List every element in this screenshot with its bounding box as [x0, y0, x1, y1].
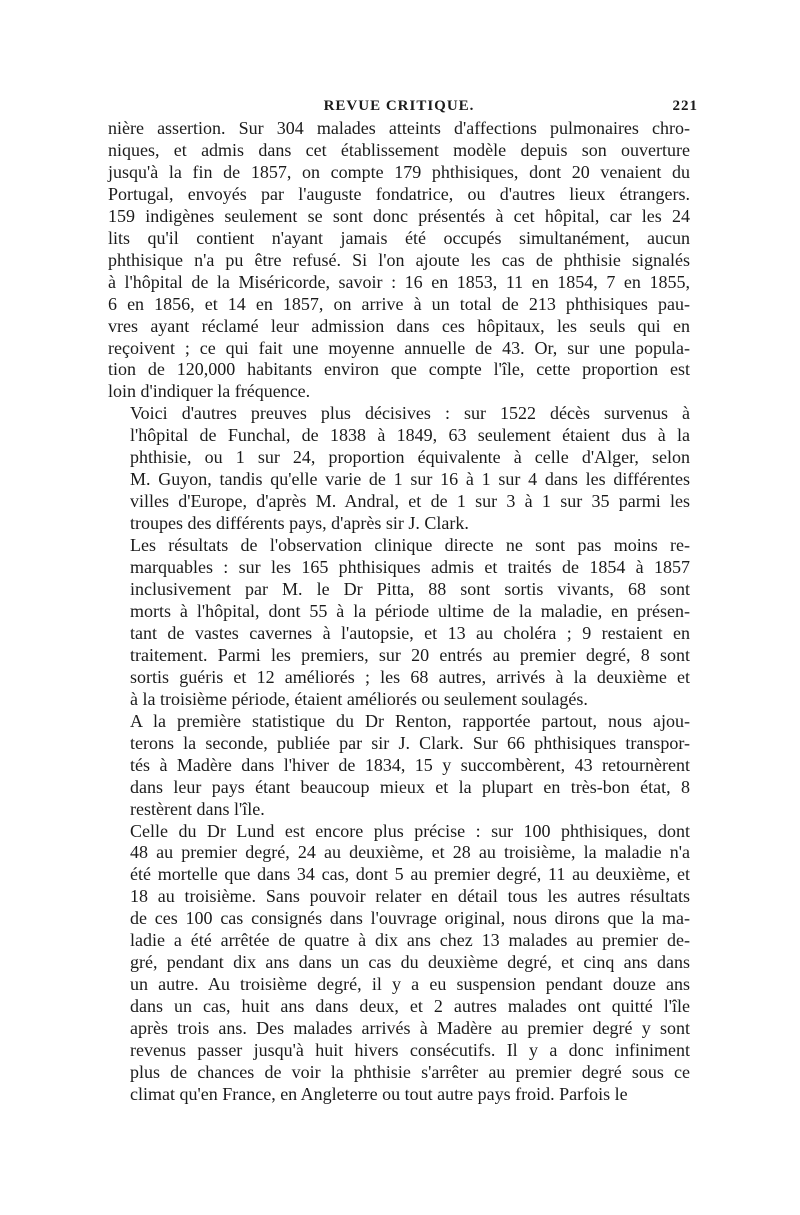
text-line: troupes des différents pays, d'après sir J. Clark. — [130, 513, 469, 534]
paragraph — [108, 711, 690, 821]
text-line: niques, et admis dans cet établissement modèle depuis son ouverture — [108, 139, 690, 160]
text-line: phthisique n'a pu être refusé. Si l'on ajoute les cas de phthisie signalés — [108, 249, 690, 270]
text-line: M. Guyon, tandis qu'elle varie de 1 sur 16 à 1 sur 4 dans les différentes — [130, 469, 690, 490]
text-line: reçoivent ; ce qui fait une moyenne annuelle de 43. Or, sur une popula- — [108, 337, 690, 358]
text-line: l'hôpital de Funchal, de 1838 à 1849, 63 seulement étaient dus à la — [130, 425, 690, 446]
text-line: tant de vastes cavernes à l'autopsie, et 13 au choléra ; 9 restaient en — [130, 622, 690, 643]
text-line: 159 indigènes seulement se sont donc présentés à cet hôpital, car les 24 — [108, 205, 690, 226]
text-line: ladie a été arrêtée de quatre à dix ans chez 13 malades au premier de- — [130, 930, 690, 951]
text-line: marquables : sur les 165 phthisiques admis et traités de 1854 à 1857 — [130, 557, 690, 578]
text-line: morts à l'hôpital, dont 55 à la période ultime de la maladie, en présen- — [130, 600, 690, 621]
text-line: dans un cas, huit ans dans deux, et 2 autres malades ont quitté l'île — [130, 996, 690, 1017]
text-line: tion de 120,000 habitants environ que compte l'île, cette proportion est — [108, 359, 690, 380]
text-line: gré, pendant dix ans dans un cas du deuxième degré, et cinq ans dans — [130, 952, 690, 973]
text-line: climat qu'en France, en Angleterre ou tout autre pays froid. Parfois le — [130, 1083, 628, 1104]
text-line: revenus passer jusqu'à huit hivers consécutifs. Il y a donc infiniment — [130, 1040, 690, 1061]
text-line: à la troisième période, étaient améliorés ou seulement soulagés. — [130, 688, 588, 709]
body-text — [108, 118, 690, 1106]
text-line: plus de chances de voir la phthisie s'arrêter au premier degré sous ce — [130, 1061, 690, 1082]
paragraph — [108, 118, 690, 403]
text-line: loin d'indiquer la fréquence. — [108, 381, 311, 402]
text-line: de ces 100 cas consignés dans l'ouvrage original, nous dirons que la ma- — [130, 908, 690, 929]
text-line: été mortelle que dans 34 cas, dont 5 au premier degré, 11 au deuxième, et — [130, 864, 690, 885]
text-line: 6 en 1856, et 14 en 1857, on arrive à un total de 213 phthisiques pau- — [108, 293, 690, 314]
text-line: nière assertion. Sur 304 malades atteints d'affections pulmonaires chro- — [108, 118, 690, 138]
text-line: inclusivement par M. le Dr Pitta, 88 sont sortis vivants, 68 sont — [130, 579, 690, 600]
text-line: Les résultats de l'observation clinique directe ne sont pas moins re- — [130, 535, 690, 556]
text-line: Portugal, envoyés par l'auguste fondatrice, ou d'autres lieux étrangers. — [108, 183, 690, 204]
text-line: Voici d'autres preuves plus décisives : sur 1522 décès survenus à — [130, 403, 690, 424]
text-line: lits qu'il contient n'ayant jamais été occupés simultanément, aucun — [108, 227, 690, 248]
text-line: 18 au troisième. Sans pouvoir relater en détail tous les autres résultats — [130, 886, 690, 907]
book-page — [108, 92, 698, 1106]
text-line: jusqu'à la fin de 1857, on compte 179 phthisiques, dont 20 venaient du — [108, 161, 690, 182]
paragraph — [108, 821, 690, 1106]
text-line: vres ayant réclamé leur admission dans ces hôpitaux, les seuls qui en — [108, 315, 690, 336]
running-header — [108, 92, 698, 118]
text-line: dans leur pays étant beaucoup mieux et la plupart en très-bon état, 8 — [130, 776, 690, 797]
text-line: un autre. Au troisième degré, il y a eu suspension pendant douze ans — [130, 974, 690, 995]
running-title: REVUE CRITIQUE. — [323, 98, 475, 114]
text-line: villes d'Europe, d'après M. Andral, et de 1 sur 3 à 1 sur 35 parmi les — [130, 491, 690, 512]
text-line: phthisie, ou 1 sur 24, proportion équivalente à celle d'Alger, selon — [130, 447, 690, 468]
text-line: après trois ans. Des malades arrivés à Madère au premier degré y sont — [130, 1018, 690, 1039]
text-line: A la première statistique du Dr Renton, rapportée partout, nous ajou- — [130, 710, 690, 731]
text-line: sortis guéris et 12 améliorés ; les 68 autres, arrivés à la deuxième et — [130, 666, 690, 687]
paragraph — [108, 403, 690, 535]
page-number: 221 — [672, 98, 698, 114]
text-line: restèrent dans l'île. — [130, 798, 265, 819]
text-line: à l'hôpital de la Miséricorde, savoir : 16 en 1853, 11 en 1854, 7 en 1855, — [108, 271, 690, 292]
text-line: tés à Madère dans l'hiver de 1834, 15 y succombèrent, 43 retournèrent — [130, 754, 690, 775]
text-line: Celle du Dr Lund est encore plus précise : sur 100 phthisiques, dont — [130, 820, 690, 841]
text-line: traitement. Parmi les premiers, sur 20 entrés au premier degré, 8 sont — [130, 644, 690, 665]
text-line: terons la seconde, publiée par sir J. Clark. Sur 66 phthisiques transpor- — [130, 732, 690, 753]
paragraph — [108, 535, 690, 711]
text-line: 48 au premier degré, 24 au deuxième, et 28 au troisième, la maladie n'a — [130, 842, 690, 863]
